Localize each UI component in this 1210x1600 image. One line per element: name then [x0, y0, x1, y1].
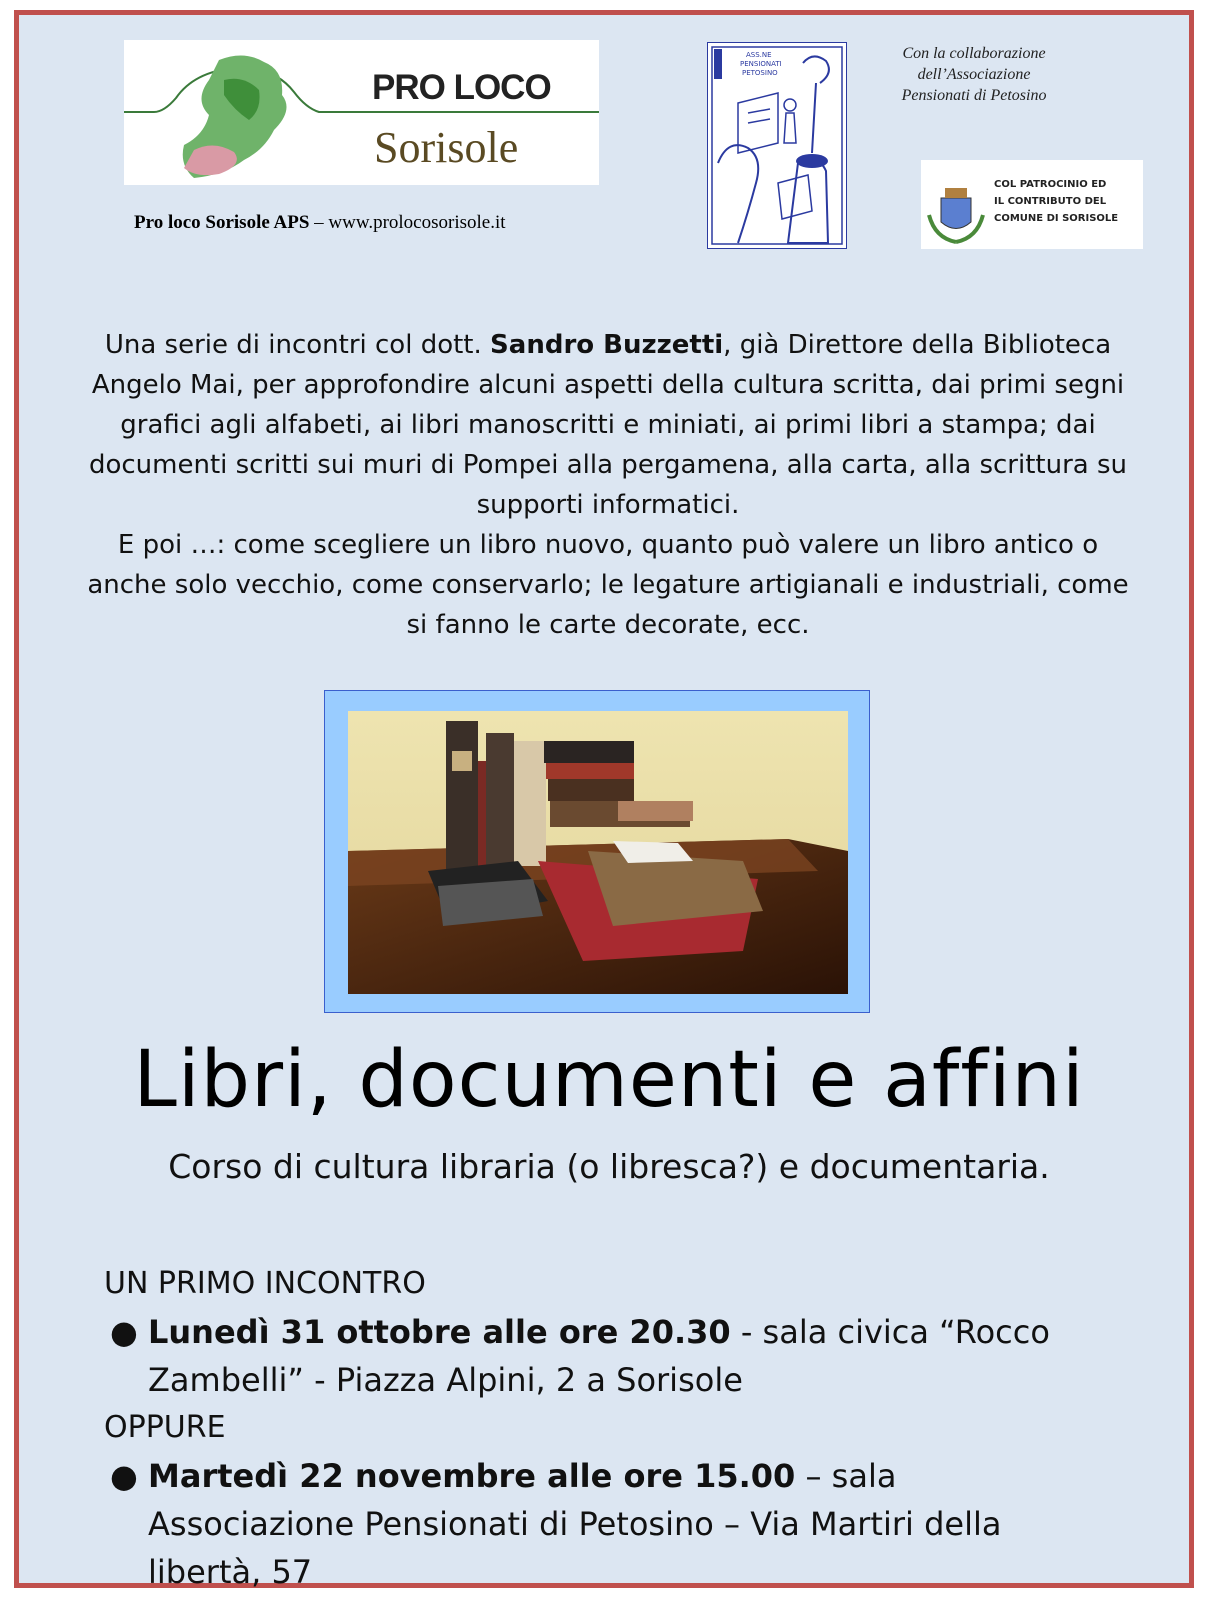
- proloco-logo: [124, 40, 599, 185]
- assoc-logo-line-3: PETOSINO: [742, 69, 778, 77]
- patronage-line-2: IL CONTRIBUTO DEL: [994, 196, 1107, 207]
- poster-frame: [14, 10, 1194, 1591]
- proloco-map-graphic: [124, 40, 599, 185]
- proloco-subtitle: Sorisole: [374, 123, 519, 172]
- assoc-drawing-graphic: [708, 43, 846, 248]
- assoc-logo-line-2: PENSIONATI: [740, 60, 782, 68]
- intro-part-2: , già Direttore della Biblioteca Angelo Mai, per approfondire alcuni aspetti della cultura scritta, dai primi segni grafici agli alfabeti, ai libri manoscritti e miniati, ai primi libri a stampa; dai documenti scritti sui muri di Pompei alla pergamena, alla carta, alla scrittura su supporti informatici.: [88, 330, 1128, 520]
- collaboration-line-2: dell’Associazione: [917, 66, 1031, 83]
- collaboration-line-3: Pensionati di Petosino: [901, 87, 1047, 104]
- patronage-line-1: COL PATROCINIO ED: [994, 179, 1107, 190]
- books-photo: [348, 711, 848, 994]
- event-item-1: [104, 1308, 1104, 1404]
- proloco-caption-name: Pro loco Sorisole APS: [134, 212, 310, 233]
- event-2-location: – sala Associazione Pensionati di Petosino – Via Martiri della libertà, 57: [148, 1457, 1002, 1591]
- event-1-location: - sala civica “Rocco Zambelli” - Piazza Alpini, 2 a Sorisole: [148, 1313, 1050, 1399]
- proloco-title: PRO LOCO: [372, 68, 551, 107]
- event-1-date: Lunedì 31 ottobre alle ore 20.30: [148, 1313, 731, 1351]
- event-item-2: [104, 1452, 1104, 1596]
- patronage-text: [994, 176, 1139, 227]
- collaboration-line-1: Con la collaborazione: [902, 45, 1046, 62]
- speaker-name: Sandro Buzzetti: [490, 330, 724, 360]
- intro-paragraph: [79, 325, 1137, 645]
- comune-crest-icon: [921, 160, 991, 249]
- bullet-icon: ●: [110, 1457, 138, 1495]
- main-title: Libri, documenti e affini: [133, 1035, 1085, 1125]
- collaboration-text: [869, 43, 1079, 106]
- intro-part-1: Una serie di incontri col dott.: [104, 330, 491, 360]
- intro-part-3: E poi …: come scegliere un libro nuovo, quanto può valere un libro antico o anche solo vecchio, come conservarlo; le legature artigianali e industriali, come si fanno le carte decorate, ecc.: [87, 530, 1129, 640]
- assoc-pensionati-logo: [707, 42, 847, 249]
- event-2-date: Martedì 22 novembre alle ore 15.00: [148, 1457, 796, 1495]
- patronage-line-3: COMUNE DI SORISOLE: [994, 213, 1119, 224]
- events-section: [104, 1260, 1104, 1596]
- comune-patronage-logo: [921, 160, 1143, 249]
- bullet-icon: ●: [110, 1313, 138, 1351]
- first-meeting-heading: UN PRIMO INCONTRO: [104, 1266, 426, 1301]
- proloco-caption: [134, 212, 506, 234]
- intro-main: [79, 325, 1137, 525]
- assoc-logo-line-1: ASS.NE: [746, 51, 772, 59]
- or-heading: OPPURE: [104, 1410, 226, 1445]
- subtitle: Corso di cultura libraria (o libresca?) e documentaria.: [168, 1147, 1050, 1186]
- proloco-caption-website: – www.prolocosorisole.it: [309, 212, 506, 233]
- books-photo-frame: [324, 690, 870, 1013]
